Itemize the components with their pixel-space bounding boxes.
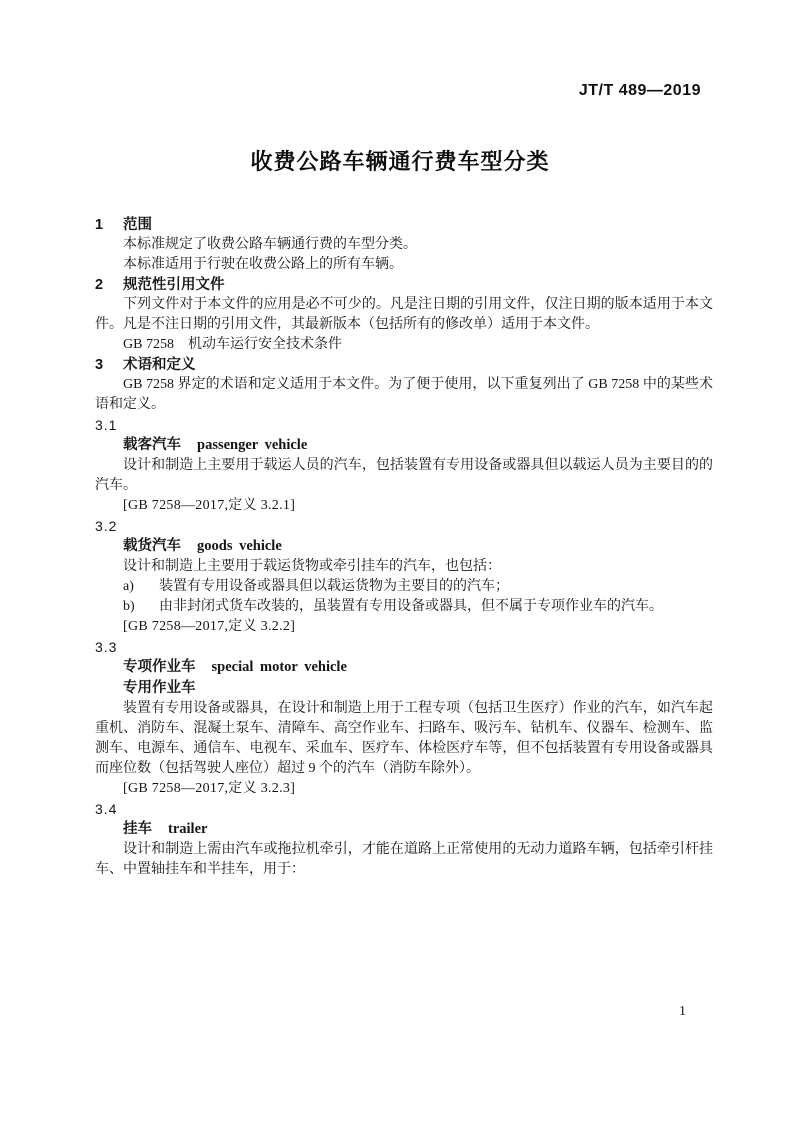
term-3-4-title — [95, 819, 713, 840]
section-2-heading — [95, 275, 713, 295]
term-3-2-item-b — [95, 597, 713, 617]
term-3-2-name-en: goods vehicle — [197, 538, 282, 554]
section-3-title: 术语和定义 — [123, 357, 196, 373]
page-number: 1 — [679, 1004, 686, 1019]
section-2-number: 2 — [95, 277, 104, 293]
section-3-heading — [95, 355, 713, 375]
section-1-paragraph-1: 本标准规定了收费公路车辆通行费的车型分类。 — [123, 237, 417, 252]
term-3-3-alias-cn: 专用作业车 — [123, 680, 196, 696]
document-body — [95, 211, 713, 880]
term-3-3-alias — [95, 678, 713, 699]
term-3-2-item-b-label: b) — [123, 599, 135, 614]
section-2-title: 规范性引用文件 — [123, 277, 225, 293]
term-3-4-name-cn: 挂车 — [123, 821, 152, 837]
term-3-4-number: 3.4 — [95, 801, 118, 817]
term-3-4-definition: 设计和制造上需由汽车或拖拉机牵引，才能在道路上正常使用的无动力道路车辆，包括牵引杆挂车、中置轴挂车和半挂车，用于： — [95, 842, 713, 877]
term-3-1-name-en: passenger vehicle — [197, 437, 308, 453]
term-3-4-name-en: trailer — [168, 821, 208, 837]
term-3-3-name-cn: 专项作业车 — [123, 659, 196, 675]
term-3-2-name-cn: 载货汽车 — [123, 538, 181, 554]
term-3-2-title — [95, 536, 713, 557]
term-3-1-title — [95, 435, 713, 456]
term-3-2-number: 3.2 — [95, 518, 118, 534]
term-3-3-definition: 装置有专用设备或器具，在设计和制造上用于工程专项（包括卫生医疗）作业的汽车，如汽车起重机、消防车、混凝土泵车、清障车、高空作业车、扫路车、吸污车、钻机车、仪器车、检测车、监测车、电源车、通信车、电视车、采血车、医疗车、体检医疗车等，但不包括装置有专用设备或器具而座位数（包括驾驶人座位）超过 9 个的汽车（消防车除外）。 — [95, 701, 713, 776]
section-1-heading — [95, 215, 713, 235]
term-3-1-name-cn: 载客汽车 — [123, 437, 181, 453]
section-1-number: 1 — [95, 217, 104, 233]
term-3-2-item-a-label: a) — [123, 579, 134, 594]
term-3-2-item-a-text: 装置有专用设备或器具但以载运货物为主要目的的汽车； — [159, 579, 509, 594]
term-3-3-number: 3.3 — [95, 639, 118, 655]
term-3-3-title — [95, 657, 713, 678]
term-3-3-source: [GB 7258—2017,定义 3.2.3] — [123, 781, 296, 796]
section-2-paragraph-1: 下列文件对于本文件的应用是必不可少的。凡是注日期的引用文件，仅注日期的版本适用于本文件。凡是不注日期的引用文件，其最新版本（包括所有的修改单）适用于本文件。 — [95, 297, 713, 332]
term-3-1-definition: 设计和制造上主要用于载运人员的汽车，包括装置有专用设备或器具但以载运人员为主要目的的汽车。 — [95, 458, 713, 493]
doc-code: JT/T 489—2019 — [578, 82, 701, 99]
term-3-2-item-a — [95, 577, 713, 597]
section-3-paragraph-1: GB 7258 界定的术语和定义适用于本文件。为了便于使用，以下重复列出了 GB 7258 中的某些术语和定义。 — [95, 377, 713, 412]
section-3-number: 3 — [95, 357, 104, 373]
section-1-paragraph-2: 本标准适用于行驶在收费公路上的所有车辆。 — [123, 257, 403, 272]
term-3-3-name-en: special motor vehicle — [211, 659, 347, 675]
term-3-1-number: 3.1 — [95, 417, 118, 433]
page-title: 收费公路车辆通行费车型分类 — [250, 149, 550, 174]
term-3-2-intro: 设计和制造上主要用于载运货物或牵引挂车的汽车，也包括： — [123, 559, 501, 574]
section-2-reference: GB 7258 机动车运行安全技术条件 — [123, 337, 342, 352]
term-3-2-item-b-text: 由非封闭式货车改装的，虽装置有专用设备或器具，但不属于专项作业车的汽车。 — [159, 599, 663, 614]
section-1-title: 范围 — [123, 217, 152, 233]
term-3-1-source: [GB 7258—2017,定义 3.2.1] — [123, 498, 296, 513]
term-3-2-source: [GB 7258—2017,定义 3.2.2] — [123, 619, 296, 634]
